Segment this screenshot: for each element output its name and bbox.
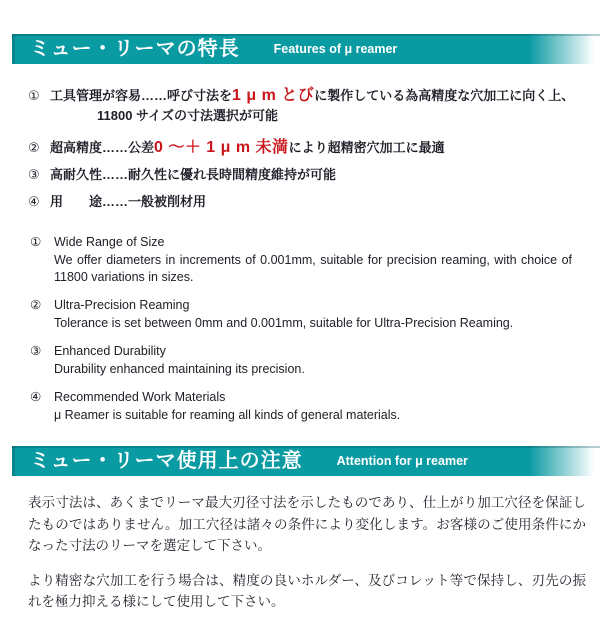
jp-feature-item-3: [28, 165, 586, 185]
attention-section-header-bar: [12, 446, 600, 476]
jp-feature-3-text: 高耐久性……耐久性に優れ長時間精度維持が可能: [50, 167, 337, 182]
document-page: [0, 34, 600, 634]
en-feature-3-body: Durability enhanced maintaining its precision.: [54, 362, 305, 376]
jp-feature-1-text-post: に製作している為高精度な穴加工に向く上、: [314, 88, 575, 103]
attention-paragraph-2: より精密な穴加工を行う場合は、精度の良いホルダー、及びコレット等で保持し、刃先の振れを極力抑える様にして使用して下さい。: [28, 572, 586, 609]
en-feature-item-2: [30, 297, 572, 332]
jp-feature-1-number: ①: [28, 88, 40, 103]
features-title-japanese: ミュー・リーマの特長: [30, 38, 240, 60]
jp-feature-1-line2: 11800 サイズの寸法選択が可能: [97, 108, 279, 123]
en-feature-4-body: μ Reamer is suitable for reaming all kinds of general materials.: [54, 408, 401, 422]
jp-feature-item-2: [28, 138, 586, 158]
features-japanese-list: [28, 86, 586, 212]
en-feature-4-title: Recommended Work Materials: [54, 390, 226, 404]
en-feature-item-1: [30, 234, 572, 286]
attention-paragraph-1: 表示寸法は、あくまでリーマ最大刃径寸法を示したものであり、仕上がり加工穴径を保証したものではありません。加工穴径は諸々の条件により変化します。お客様のご使用条件にかなった寸法のリーマを選定して下さい。: [28, 495, 586, 553]
en-feature-item-3: [30, 343, 572, 378]
jp-feature-1-text-pre: 工具管理が容易……呼び寸法を: [50, 88, 233, 103]
en-feature-1-title: Wide Range of Size: [54, 235, 165, 249]
attention-notice-block: [28, 492, 586, 613]
jp-feature-1-text: [50, 86, 574, 106]
en-feature-2-number: ②: [30, 298, 42, 312]
features-title-english: Features of μ reamer: [273, 42, 398, 56]
en-feature-3-number: ③: [30, 344, 42, 358]
jp-feature-4-number: ④: [28, 194, 40, 209]
jp-feature-2-text-pre: 超高精度……公差: [50, 140, 155, 155]
en-feature-1-number: ①: [30, 235, 42, 249]
jp-feature-item-4: [28, 192, 586, 212]
en-feature-4-number: ④: [30, 390, 42, 404]
en-feature-3-title: Enhanced Durability: [54, 344, 166, 358]
jp-feature-1-highlight: 1 μ m とび: [232, 87, 315, 104]
en-feature-item-4: [30, 389, 572, 424]
jp-feature-2-text-post: により超精密穴加工に最適: [288, 140, 445, 155]
jp-feature-item-1: [28, 86, 586, 106]
jp-feature-2-number: ②: [28, 140, 40, 155]
en-feature-2-title: Ultra-Precision Reaming: [54, 298, 190, 312]
jp-feature-2-text: [50, 138, 445, 158]
attention-title-japanese: ミュー・リーマ使用上の注意: [30, 450, 303, 472]
features-section-header-bar: [12, 34, 600, 64]
features-english-list: [30, 234, 572, 424]
jp-feature-4-text: 用 途……一般被削材用: [50, 194, 207, 209]
jp-feature-3-number: ③: [28, 167, 40, 182]
attention-title-english: Attention for μ reamer: [336, 454, 468, 468]
en-feature-2-body: Tolerance is set between 0mm and 0.001mm, suitable for Ultra-Precision Reaming.: [54, 316, 514, 330]
jp-feature-2-highlight: 0 ～＋ 1 μ m 未満: [154, 139, 289, 156]
en-feature-1-body: We offer diameters in increments of 0.001mm, suitable for precision reaming, with choice of 11800 variations in sizes.: [54, 253, 572, 284]
